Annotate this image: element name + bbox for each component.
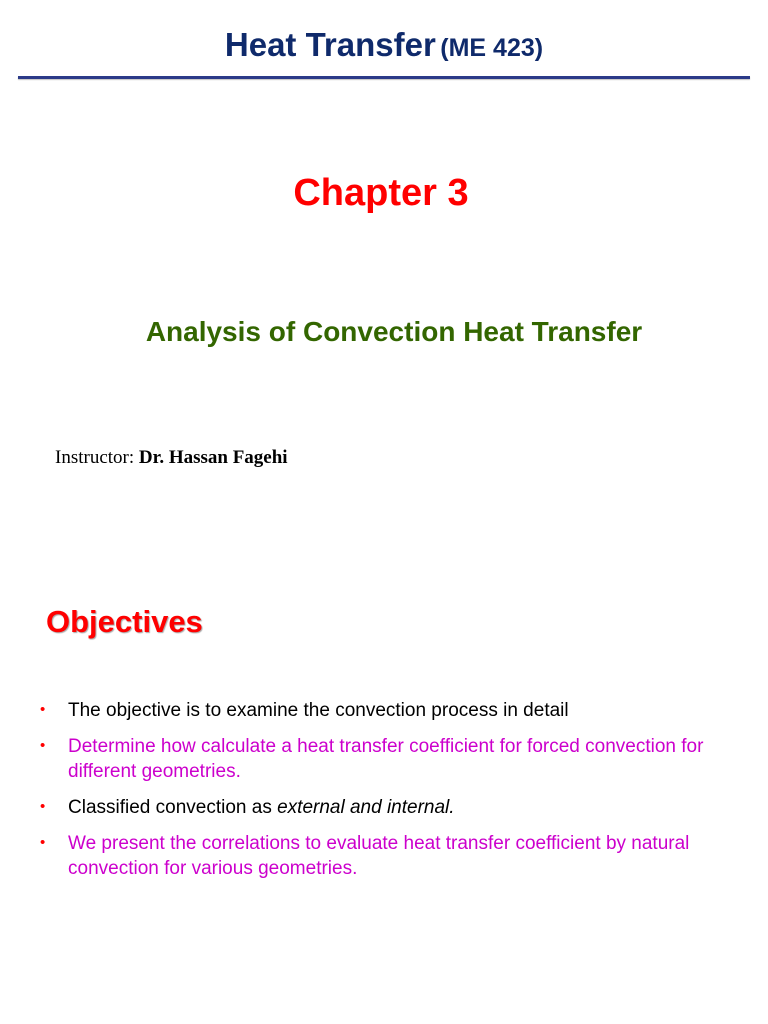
- list-item-text: We present the correlations to evaluate heat transfer coefficient by natural convection for various geometries.: [68, 833, 690, 879]
- chapter-heading: Chapter 3: [293, 172, 469, 214]
- list-item: [38, 734, 738, 784]
- list-item: [38, 795, 738, 820]
- chapter-subtitle: Analysis of Convection Heat Transfer: [145, 316, 643, 347]
- course-code: (ME 423): [440, 34, 544, 62]
- list-item: [38, 831, 738, 881]
- objectives-heading: Objectives: [46, 604, 203, 639]
- list-item: [38, 698, 738, 723]
- course-title: Heat Transfer: [224, 26, 436, 63]
- list-item-emphasis: external and internal.: [277, 797, 455, 818]
- instructor-label: Instructor:: [55, 447, 135, 468]
- slide-header: [0, 26, 768, 64]
- list-item-text: Determine how calculate a heat transfer coefficient for forced convection for different geometries.: [68, 736, 704, 782]
- instructor-line: [55, 447, 288, 469]
- objectives-list: [38, 698, 738, 892]
- list-item-text: The objective is to examine the convection process in detail: [68, 700, 569, 721]
- bullet-icon: •: [40, 737, 46, 754]
- list-item-text: Classified convection as: [68, 797, 278, 818]
- bullet-icon: •: [40, 834, 46, 851]
- bullet-icon: •: [40, 798, 46, 815]
- header-divider: [18, 76, 750, 79]
- instructor-name: Dr. Hassan Fagehi: [138, 447, 288, 468]
- bullet-icon: •: [40, 701, 46, 718]
